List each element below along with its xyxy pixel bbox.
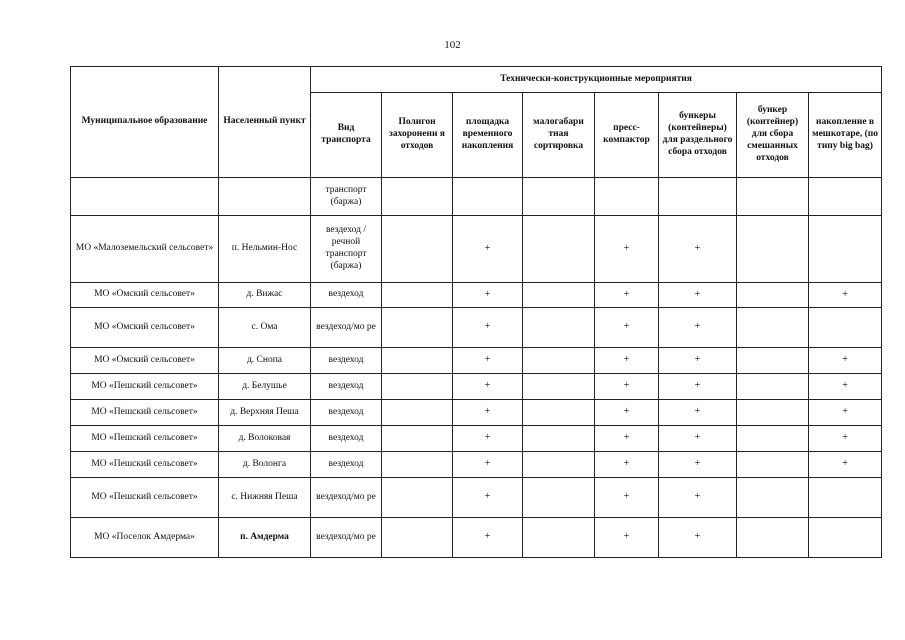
- cell-bigbag: [809, 178, 882, 216]
- cell-bunkers-separate: +: [659, 216, 737, 283]
- cell-bunkers-separate: +: [659, 374, 737, 400]
- table-row: [71, 518, 882, 558]
- cell-municipality: МО «Пешский сельсовет»: [71, 478, 219, 518]
- cell-transport: вездеход: [311, 452, 382, 478]
- cell-landfill: [382, 478, 453, 518]
- cell-settlement: п. Амдерма: [219, 518, 311, 558]
- cell-landfill: [382, 374, 453, 400]
- header-small-sort: малогабари тная сортировка: [523, 93, 595, 178]
- cell-transport: вездеход/мо ре: [311, 478, 382, 518]
- cell-municipality: МО «Пешский сельсовет»: [71, 400, 219, 426]
- cell-bigbag: +: [809, 374, 882, 400]
- cell-press: +: [595, 308, 659, 348]
- cell-press: [595, 178, 659, 216]
- cell-bigbag: +: [809, 400, 882, 426]
- cell-settlement: д. Верхняя Пеша: [219, 400, 311, 426]
- cell-transport: вездеход: [311, 374, 382, 400]
- cell-small-sort: [523, 216, 595, 283]
- cell-bunkers-separate: +: [659, 478, 737, 518]
- cell-transport: вездеход: [311, 400, 382, 426]
- header-bunker-mixed: бункер (контейнер) для сбора смешанных отходов: [737, 93, 809, 178]
- cell-landfill: [382, 348, 453, 374]
- cell-bunkers-separate: +: [659, 518, 737, 558]
- header-landfill: Полигон захоронени я отходов: [382, 93, 453, 178]
- cell-transport: вездеход/мо ре: [311, 518, 382, 558]
- cell-bunker-mixed: [737, 478, 809, 518]
- header-municipality: Муниципальное образование: [71, 67, 219, 178]
- cell-bunker-mixed: [737, 308, 809, 348]
- header-press: пресс-компактор: [595, 93, 659, 178]
- cell-bigbag: [809, 216, 882, 283]
- cell-municipality: МО «Пешский сельсовет»: [71, 374, 219, 400]
- table-body: [71, 178, 882, 558]
- cell-landfill: [382, 452, 453, 478]
- cell-bunker-mixed: [737, 216, 809, 283]
- table-row: [71, 374, 882, 400]
- cell-bigbag: +: [809, 283, 882, 308]
- cell-bunker-mixed: [737, 518, 809, 558]
- cell-small-sort: [523, 348, 595, 374]
- cell-small-sort: [523, 374, 595, 400]
- cell-municipality: МО «Омский сельсовет»: [71, 283, 219, 308]
- cell-small-sort: [523, 452, 595, 478]
- cell-landfill: [382, 518, 453, 558]
- cell-bigbag: [809, 518, 882, 558]
- cell-temp-site: +: [453, 452, 523, 478]
- cell-temp-site: +: [453, 348, 523, 374]
- cell-bunkers-separate: [659, 178, 737, 216]
- header-temp-site: площадка временного накопления: [453, 93, 523, 178]
- page-number: 102: [444, 39, 461, 51]
- cell-press: +: [595, 374, 659, 400]
- cell-landfill: [382, 216, 453, 283]
- cell-landfill: [382, 400, 453, 426]
- header-bunkers-separate: бункеры (контейнеры) для раздельного сбора отходов: [659, 93, 737, 178]
- table-row: [71, 426, 882, 452]
- cell-small-sort: [523, 178, 595, 216]
- cell-temp-site: +: [453, 374, 523, 400]
- cell-municipality: МО «Омский сельсовет»: [71, 348, 219, 374]
- cell-landfill: [382, 178, 453, 216]
- cell-settlement: [219, 178, 311, 216]
- cell-temp-site: [453, 178, 523, 216]
- cell-temp-site: +: [453, 308, 523, 348]
- cell-transport: вездеход: [311, 283, 382, 308]
- cell-transport: вездеход / речной транспорт (баржа): [311, 216, 382, 283]
- table-row: [71, 452, 882, 478]
- header-technical-measures: Технически-конструкционные мероприятия: [311, 67, 882, 93]
- cell-transport: транспорт (баржа): [311, 178, 382, 216]
- cell-press: +: [595, 400, 659, 426]
- cell-settlement: с. Ома: [219, 308, 311, 348]
- table-row: [71, 216, 882, 283]
- cell-bunkers-separate: +: [659, 452, 737, 478]
- table-row: [71, 308, 882, 348]
- table-row: [71, 283, 882, 308]
- cell-bigbag: [809, 478, 882, 518]
- cell-settlement: д. Волонга: [219, 452, 311, 478]
- cell-municipality: МО «Пешский сельсовет»: [71, 426, 219, 452]
- cell-bigbag: [809, 308, 882, 348]
- cell-transport: вездеход: [311, 348, 382, 374]
- cell-bunker-mixed: [737, 374, 809, 400]
- cell-small-sort: [523, 478, 595, 518]
- cell-temp-site: +: [453, 400, 523, 426]
- cell-bunker-mixed: [737, 348, 809, 374]
- cell-temp-site: +: [453, 216, 523, 283]
- cell-press: +: [595, 518, 659, 558]
- cell-bunker-mixed: [737, 452, 809, 478]
- cell-municipality: [71, 178, 219, 216]
- cell-settlement: с. Нижняя Пеша: [219, 478, 311, 518]
- cell-bigbag: +: [809, 348, 882, 374]
- cell-press: +: [595, 216, 659, 283]
- cell-bunkers-separate: +: [659, 400, 737, 426]
- cell-bunker-mixed: [737, 426, 809, 452]
- cell-municipality: МО «Малоземельский сельсовет»: [71, 216, 219, 283]
- table-row: [71, 400, 882, 426]
- cell-temp-site: +: [453, 518, 523, 558]
- cell-small-sort: [523, 283, 595, 308]
- cell-small-sort: [523, 400, 595, 426]
- cell-bunkers-separate: +: [659, 426, 737, 452]
- cell-bunker-mixed: [737, 400, 809, 426]
- cell-press: +: [595, 283, 659, 308]
- cell-settlement: д. Белушье: [219, 374, 311, 400]
- cell-press: +: [595, 452, 659, 478]
- cell-settlement: д. Снопа: [219, 348, 311, 374]
- cell-bunker-mixed: [737, 283, 809, 308]
- cell-settlement: д. Вижас: [219, 283, 311, 308]
- cell-small-sort: [523, 308, 595, 348]
- cell-bunker-mixed: [737, 178, 809, 216]
- table-row: [71, 478, 882, 518]
- cell-small-sort: [523, 518, 595, 558]
- cell-bunkers-separate: +: [659, 308, 737, 348]
- cell-transport: вездеход/мо ре: [311, 308, 382, 348]
- cell-small-sort: [523, 426, 595, 452]
- cell-bunkers-separate: +: [659, 348, 737, 374]
- cell-settlement: д. Волоковая: [219, 426, 311, 452]
- cell-bigbag: +: [809, 452, 882, 478]
- header-settlement: Населенный пункт: [219, 67, 311, 178]
- cell-temp-site: +: [453, 283, 523, 308]
- cell-landfill: [382, 308, 453, 348]
- header-transport: Вид транспорта: [311, 93, 382, 178]
- cell-bigbag: +: [809, 426, 882, 452]
- cell-municipality: МО «Поселок Амдерма»: [71, 518, 219, 558]
- cell-settlement: п. Нельмин-Нос: [219, 216, 311, 283]
- header-bigbag: накопление в мешкотаре, (по типу big bag): [809, 93, 882, 178]
- cell-landfill: [382, 426, 453, 452]
- cell-temp-site: +: [453, 478, 523, 518]
- cell-municipality: МО «Омский сельсовет»: [71, 308, 219, 348]
- cell-press: +: [595, 348, 659, 374]
- table-row: [71, 178, 882, 216]
- cell-transport: вездеход: [311, 426, 382, 452]
- cell-landfill: [382, 283, 453, 308]
- cell-press: +: [595, 426, 659, 452]
- cell-bunkers-separate: +: [659, 283, 737, 308]
- table-row: [71, 348, 882, 374]
- cell-press: +: [595, 478, 659, 518]
- cell-municipality: МО «Пешский сельсовет»: [71, 452, 219, 478]
- measures-table: [70, 66, 882, 558]
- cell-temp-site: +: [453, 426, 523, 452]
